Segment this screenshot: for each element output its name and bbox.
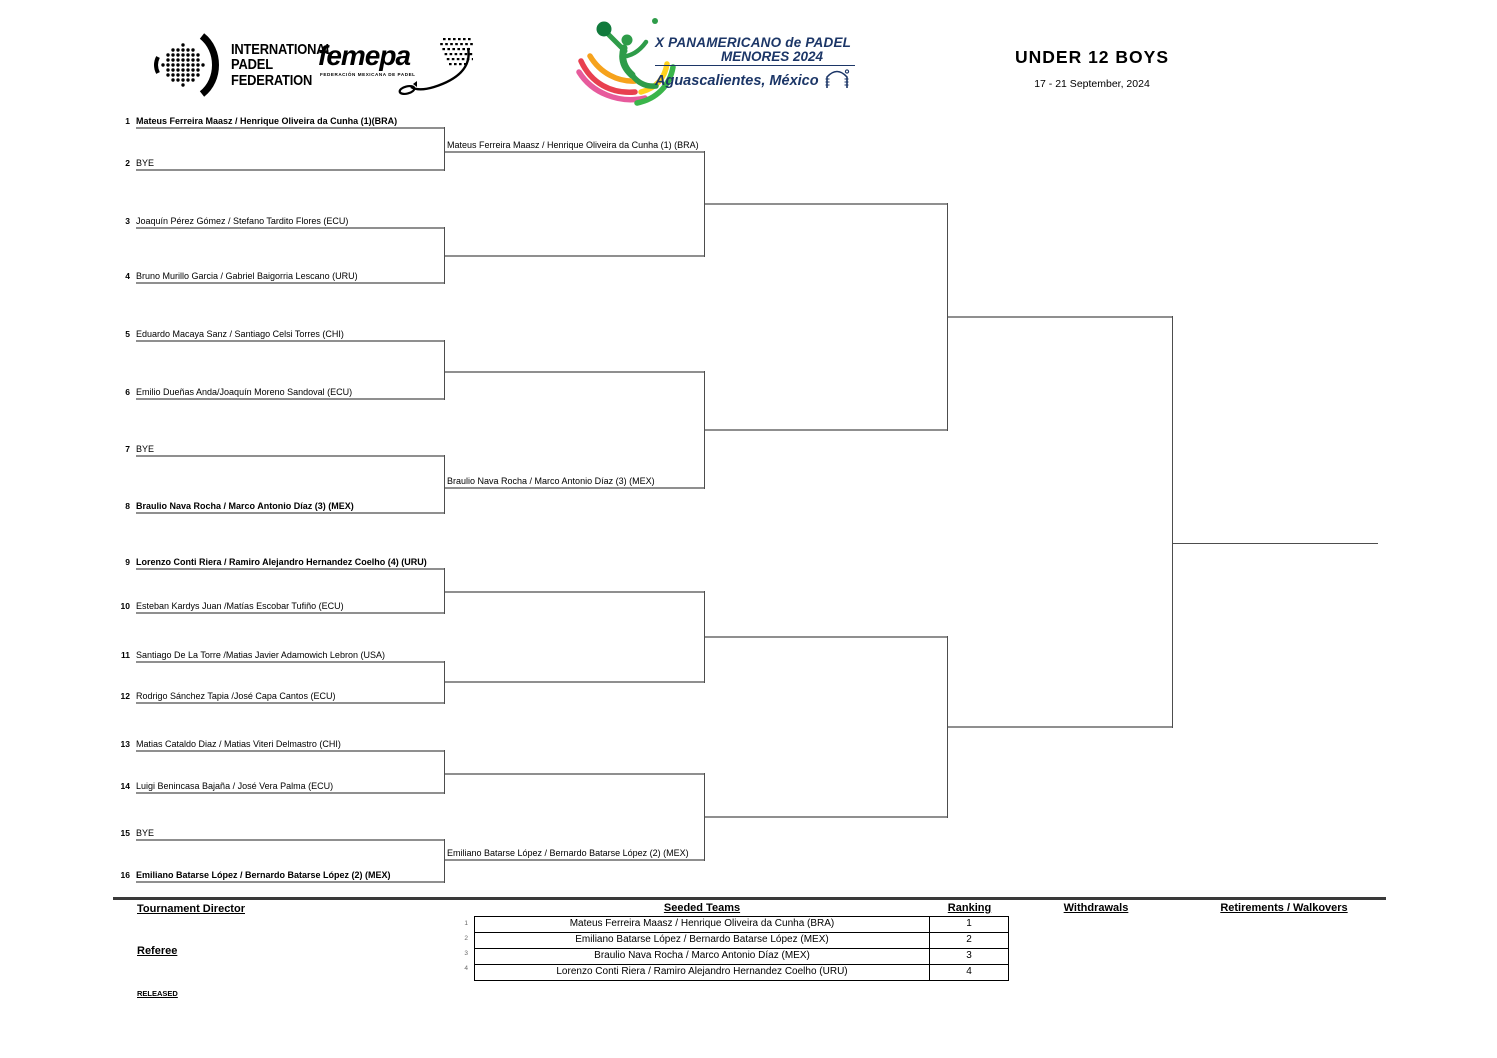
seed-number: 16 <box>120 870 130 880</box>
seed-number: 13 <box>120 739 130 749</box>
team-name: Braulio Nava Rocha / Marco Antonio Díaz (3) (MEX) <box>136 501 354 511</box>
team-name: Matias Cataldo Diaz / Matias Viteri Delmastro (CHI) <box>136 739 341 749</box>
bracket-slot-2 <box>108 157 154 169</box>
bracket-line <box>444 750 445 794</box>
round2-winner-8: Emiliano Batarse López / Bernardo Batarse López (2) (MEX) <box>447 848 689 858</box>
bracket-line <box>136 568 445 570</box>
bracket-line <box>1173 543 1378 544</box>
bracket-line <box>444 340 445 400</box>
seed-number: 9 <box>125 557 130 567</box>
seeded-team-rank: 3 <box>929 949 1008 964</box>
team-name: Joaquín Pérez Gómez / Stefano Tardito Flores (ECU) <box>136 216 349 226</box>
bracket-slot-16 <box>108 869 391 881</box>
ipf-line2: PADEL <box>231 56 273 74</box>
bracket-line <box>136 127 445 129</box>
table-row <box>475 949 1008 965</box>
footer-divider <box>113 897 1386 900</box>
bracket-slot-3 <box>108 215 348 227</box>
category-title: UNDER 12 BOYS <box>1014 47 1169 67</box>
seeded-team-name: Emiliano Batarse López / Bernardo Batarse López (MEX) <box>575 934 829 945</box>
bracket-line <box>136 792 445 794</box>
bracket-line <box>445 859 705 861</box>
seed-number: 3 <box>125 216 130 226</box>
bracket-slot-10 <box>108 600 344 612</box>
bracket-slot-12 <box>108 690 335 702</box>
bracket-slot-8 <box>108 500 354 512</box>
seed-number: 4 <box>125 271 130 281</box>
bracket-line <box>445 487 705 489</box>
bracket-line <box>705 636 948 638</box>
arch-monument-icon <box>823 67 851 89</box>
table-row <box>475 965 1008 980</box>
team-name: Eduardo Macaya Sanz / Santiago Celsi Torres (CHI) <box>136 329 344 339</box>
bracket-line <box>948 726 1173 728</box>
bracket-slot-1 <box>108 115 397 127</box>
seed-number: 8 <box>125 501 130 511</box>
bracket-line <box>1172 316 1173 728</box>
seed-number: 6 <box>125 387 130 397</box>
bracket-line <box>136 455 445 457</box>
team-name: Emiliano Batarse López / Bernardo Batarse López (2) (MEX) <box>136 870 391 880</box>
bracket-line <box>136 398 445 400</box>
seed-number: 11 <box>121 650 130 660</box>
team-name: Rodrigo Sánchez Tapia /José Capa Cantos (ECU) <box>136 691 336 701</box>
round2-winner-1: Mateus Ferreira Maasz / Henrique Oliveira da Cunha (1) (BRA) <box>447 140 699 150</box>
bracket-line <box>444 127 445 171</box>
seeded-row-number: 4 <box>464 965 468 972</box>
bracket-line <box>948 316 1173 318</box>
team-name: Santiago De La Torre /Matias Javier Adamowich Lebron (USA) <box>136 650 385 660</box>
seeded-team-name: Mateus Ferreira Maasz / Henrique Oliveira da Cunha (BRA) <box>569 918 835 929</box>
bracket-line <box>136 512 445 514</box>
seeded-team-name: Braulio Nava Rocha / Marco Antonio Díaz (MEX) <box>594 950 810 961</box>
event-logo-text <box>655 35 855 89</box>
seeded-team-rank: 1 <box>929 917 1008 932</box>
event-location: Aguascalientes, México <box>655 73 819 89</box>
seed-number: 14 <box>120 781 130 791</box>
seeded-team-rank: 2 <box>929 933 1008 948</box>
round2-winner-4: Braulio Nava Rocha / Marco Antonio Díaz (3) (MEX) <box>447 476 655 486</box>
bracket-slot-15 <box>108 827 154 839</box>
bracket-slot-9 <box>108 556 427 568</box>
table-row <box>475 917 1008 933</box>
event-logo-divider <box>655 65 855 66</box>
bracket-slot-11 <box>108 649 385 661</box>
bracket-line <box>445 151 705 153</box>
ipf-racket-icon <box>150 30 224 100</box>
ipf-line1: INTERNATIONAL <box>231 40 334 58</box>
retirements-header: Retirements / Walkovers <box>1220 902 1348 914</box>
ranking-header: Ranking <box>947 902 992 914</box>
bracket-line <box>705 203 948 205</box>
team-name: Mateus Ferreira Maasz / Henrique Oliveira da Cunha (1)(BRA) <box>136 116 398 126</box>
seeded-team-rank: 4 <box>929 965 1008 980</box>
event-dates: 17 - 21 September, 2024 <box>1034 78 1150 90</box>
bracket-slot-4 <box>108 270 358 282</box>
seed-number: 5 <box>125 329 130 339</box>
referee-label: Referee <box>137 945 178 957</box>
released-label: RELEASED <box>137 989 178 998</box>
seed-number: 2 <box>125 158 130 168</box>
event-logo <box>575 13 860 115</box>
team-name: Emilio Dueñas Anda/Joaquín Moreno Sandoval (ECU) <box>136 387 353 397</box>
bracket-slot-14 <box>108 780 333 792</box>
withdrawals-header: Withdrawals <box>1063 902 1129 914</box>
team-name: BYE <box>136 444 155 454</box>
seeded-row-number: 2 <box>464 935 468 942</box>
seeded-teams-header: Seeded Teams <box>663 902 741 914</box>
bracket-line <box>445 773 705 775</box>
bracket-line <box>136 839 445 841</box>
team-name: BYE <box>136 158 155 168</box>
bracket-line <box>445 255 705 257</box>
seeded-row-number: 1 <box>464 920 468 927</box>
bracket-line <box>705 816 948 818</box>
seeded-team-name: Lorenzo Conti Riera / Ramiro Alejandro Hernandez Coelho (URU) <box>556 966 848 977</box>
bracket-line <box>136 282 445 284</box>
seed-number: 15 <box>120 828 130 838</box>
seeded-teams-table <box>474 916 1009 981</box>
bracket-line <box>445 681 705 683</box>
seed-number: 1 <box>125 116 130 126</box>
bracket-line <box>136 661 445 663</box>
seed-number: 12 <box>120 691 130 701</box>
bracket-line <box>136 340 445 342</box>
bracket-line <box>136 169 445 171</box>
seed-number: 10 <box>120 601 130 611</box>
team-name: Lorenzo Conti Riera / Ramiro Alejandro Hernandez Coelho (4) (URU) <box>136 557 427 567</box>
bracket-line <box>705 429 948 431</box>
femepa-racket-icon <box>398 34 473 106</box>
bracket-line <box>136 612 445 614</box>
seeded-row-number: 3 <box>464 950 468 957</box>
bracket-line <box>445 591 705 593</box>
bracket-slot-7 <box>108 443 154 455</box>
team-name: Bruno Murillo Garcia / Gabriel Baigorria Lescano (URU) <box>136 271 358 281</box>
team-name: Luigi Benincasa Bajaña / José Vera Palma (ECU) <box>136 781 334 791</box>
table-row <box>475 933 1008 949</box>
bracket-slot-5 <box>108 328 344 340</box>
bracket-line <box>136 750 445 752</box>
bracket-slot-13 <box>108 738 341 750</box>
event-title: X PANAMERICANO de PADEL <box>655 35 852 50</box>
team-name: BYE <box>136 828 155 838</box>
bracket-line <box>136 702 445 704</box>
bracket-line <box>444 839 445 883</box>
event-subtitle: MENORES 2024 <box>720 49 823 64</box>
bracket-line <box>444 455 445 514</box>
femepa-subtitle: FEDERACIÓN MEXICANA DE PADEL <box>320 72 416 77</box>
seed-number: 7 <box>125 444 130 454</box>
team-name: Esteban Kardys Juan /Matías Escobar Tufiño (ECU) <box>136 601 344 611</box>
femepa-logo <box>316 40 471 106</box>
bracket-line <box>136 227 445 229</box>
bracket-line <box>136 881 445 883</box>
ipf-line3: FEDERATION <box>231 71 313 89</box>
tournament-director-label: Tournament Director <box>137 903 245 915</box>
bracket-slot-6 <box>108 386 352 398</box>
bracket-line <box>445 371 705 373</box>
femepa-wordmark: femepa <box>318 40 411 71</box>
